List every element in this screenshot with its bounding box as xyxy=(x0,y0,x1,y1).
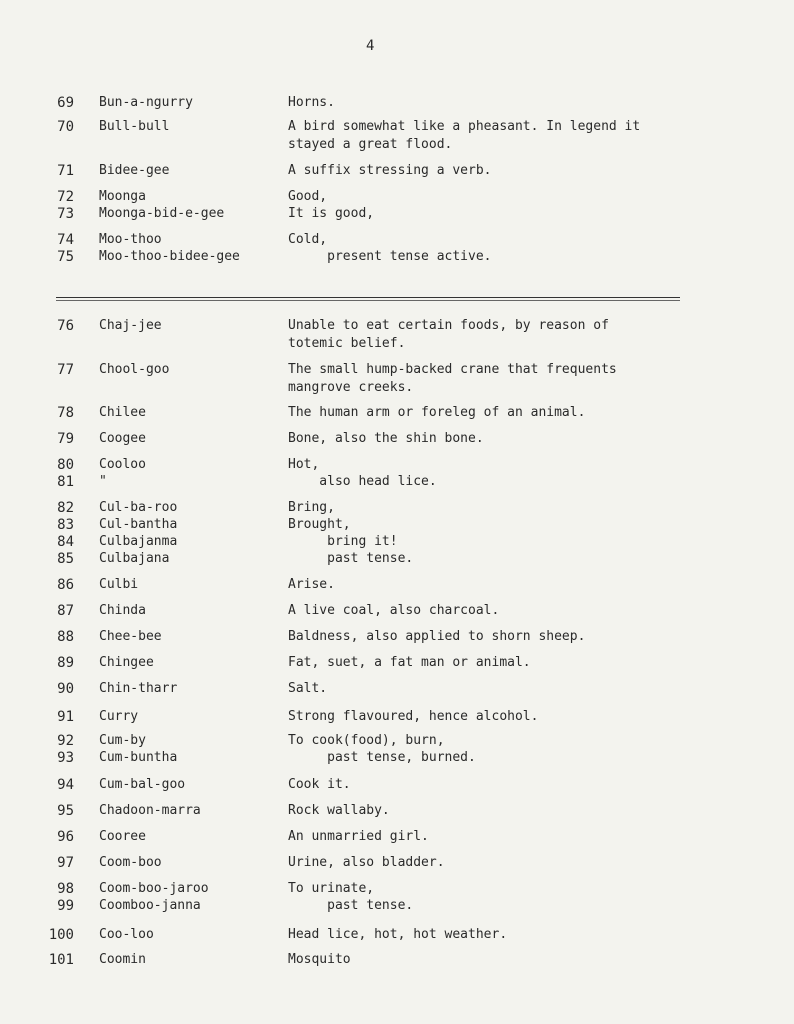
entry-definition: Cook it. xyxy=(288,777,351,792)
entry-definition: A live coal, also charcoal. xyxy=(288,603,500,618)
entry-number: 97 xyxy=(57,855,74,871)
entry-word: Culbajana xyxy=(99,551,170,566)
entry-number: 92 xyxy=(57,733,74,749)
entry-word: Cooloo xyxy=(99,457,146,472)
entry-number: 70 xyxy=(57,119,74,135)
entry-word: Coomboo-janna xyxy=(99,898,201,913)
entry-definition: A bird somewhat like a pheasant. In legend it stayed a great flood. xyxy=(288,119,641,152)
entry-word: Chilee xyxy=(99,405,146,420)
entry-definition: Arise. xyxy=(288,577,335,592)
entry-word: Chee-bee xyxy=(99,629,162,644)
entry-definition: Cold, xyxy=(288,232,328,247)
entry-number: 79 xyxy=(57,431,74,447)
entry-number: 100 xyxy=(48,927,74,943)
entry-number: 76 xyxy=(57,318,74,334)
entry-word: Coo-loo xyxy=(99,927,154,942)
entry-number: 87 xyxy=(57,603,74,619)
entry-number: 85 xyxy=(57,551,74,567)
entry-word: Moonga-bid-e-gee xyxy=(99,206,225,221)
entry-word: Chin-tharr xyxy=(99,681,178,696)
page-number: 4 xyxy=(366,38,375,54)
entry-definition: present tense active. xyxy=(288,249,492,264)
entry-definition: Brought, xyxy=(288,517,351,532)
entry-definition: Strong flavoured, hence alcohol. xyxy=(288,709,539,724)
entry-word: Coom-boo-jaroo xyxy=(99,881,209,896)
entry-definition: Urine, also bladder. xyxy=(288,855,445,870)
entry-number: 74 xyxy=(57,232,74,248)
entry-number: 98 xyxy=(57,881,74,897)
entry-word: Cum-buntha xyxy=(99,750,178,765)
entry-word: Cum-bal-goo xyxy=(99,777,186,792)
entry-word: Moo-thoo-bidee-gee xyxy=(99,249,240,264)
entry-word: " xyxy=(99,474,107,489)
entry-word: Curry xyxy=(99,709,139,724)
entry-definition: Bring, xyxy=(288,500,335,515)
entry-definition: To urinate, xyxy=(288,881,375,896)
entry-number: 77 xyxy=(57,362,74,378)
entry-number: 88 xyxy=(57,629,74,645)
entry-word: Coogee xyxy=(99,431,146,446)
entry-definition: Mosquito xyxy=(288,952,351,967)
entry-word: Chadoon-marra xyxy=(99,803,201,818)
entry-word: Cooree xyxy=(99,829,146,844)
entry-word: Culbi xyxy=(99,577,139,592)
entry-word: Bun-a-ngurry xyxy=(99,95,193,110)
entry-word: Chingee xyxy=(99,655,154,670)
entry-number: 89 xyxy=(57,655,74,671)
entry-number: 95 xyxy=(57,803,74,819)
entry-word: Chaj-jee xyxy=(99,318,162,333)
entry-word: Bull-bull xyxy=(99,119,170,134)
entry-number: 78 xyxy=(57,405,74,421)
entry-number: 80 xyxy=(57,457,74,473)
entry-word: Moonga xyxy=(99,189,146,204)
entry-number: 82 xyxy=(57,500,74,516)
section-divider-secondary xyxy=(56,300,680,301)
entry-word: Chool-goo xyxy=(99,362,170,377)
entry-number: 99 xyxy=(57,898,74,914)
entry-definition: Head lice, hot, hot weather. xyxy=(288,927,508,942)
entry-word: Coom-boo xyxy=(99,855,162,870)
entry-number: 84 xyxy=(57,534,74,550)
entry-number: 101 xyxy=(48,952,74,968)
entry-number: 93 xyxy=(57,750,74,766)
entry-definition: An unmarried girl. xyxy=(288,829,429,844)
entry-number: 94 xyxy=(57,777,74,793)
entry-number: 73 xyxy=(57,206,74,222)
entry-word: Cum-by xyxy=(99,733,146,748)
entry-word: Culbajanma xyxy=(99,534,178,549)
entry-definition: past tense. xyxy=(288,551,414,566)
entry-definition: past tense. xyxy=(288,898,414,913)
entry-definition: Bone, also the shin bone. xyxy=(288,431,484,446)
entry-word: Cul-bantha xyxy=(99,517,178,532)
entry-word: Cul-ba-roo xyxy=(99,500,178,515)
entry-number: 96 xyxy=(57,829,74,845)
entry-number: 72 xyxy=(57,189,74,205)
entry-definition: Baldness, also applied to shorn sheep. xyxy=(288,629,586,644)
entry-number: 83 xyxy=(57,517,74,533)
entry-number: 81 xyxy=(57,474,74,490)
entry-number: 86 xyxy=(57,577,74,593)
entry-number: 91 xyxy=(57,709,74,725)
entry-number: 69 xyxy=(57,95,74,111)
entry-definition: Salt. xyxy=(288,681,328,696)
entry-definition: Fat, suet, a fat man or animal. xyxy=(288,655,531,670)
entry-definition: The small hump-backed crane that frequents mangrove creeks. xyxy=(288,362,617,395)
entry-word: Bidee-gee xyxy=(99,163,170,178)
entry-word: Moo-thoo xyxy=(99,232,162,247)
entry-definition: Horns. xyxy=(288,95,335,110)
entry-definition: past tense, burned. xyxy=(288,750,476,765)
entry-word: Coomin xyxy=(99,952,146,967)
section-divider xyxy=(56,297,680,298)
entry-definition: bring it! xyxy=(288,534,398,549)
entry-definition: Hot, xyxy=(288,457,320,472)
entry-number: 71 xyxy=(57,163,74,179)
entry-definition: also head lice. xyxy=(288,474,437,489)
entry-definition: The human arm or foreleg of an animal. xyxy=(288,405,586,420)
entry-definition: Unable to eat certain foods, by reason of totemic belief. xyxy=(288,318,609,351)
entry-definition: Good, xyxy=(288,189,328,204)
entry-number: 90 xyxy=(57,681,74,697)
entry-definition: A suffix stressing a verb. xyxy=(288,163,492,178)
entry-definition: Rock wallaby. xyxy=(288,803,390,818)
entry-number: 75 xyxy=(57,249,74,265)
entry-word: Chinda xyxy=(99,603,146,618)
entry-definition: It is good, xyxy=(288,206,375,221)
entry-definition: To cook(food), burn, xyxy=(288,733,445,748)
